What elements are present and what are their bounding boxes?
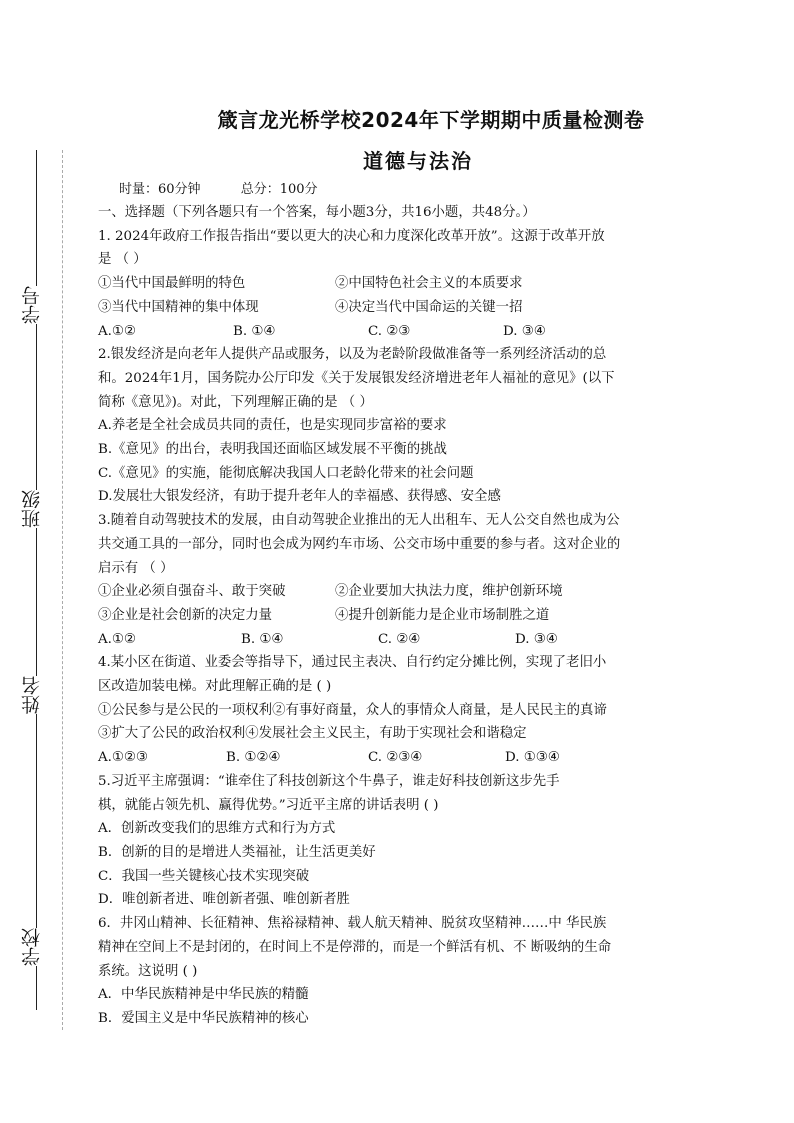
- exam-meta: [119, 178, 718, 197]
- choice-d[interactable]: D. ③④: [515, 631, 558, 647]
- statement-item: ④提升创新能力是企业市场制胜之道: [335, 607, 550, 623]
- choice-d[interactable]: D．唯创新者进、唯创新者强、唯创新者胜: [98, 892, 350, 908]
- choice-d[interactable]: D.发展壮大银发经济，有助于提升老年人的幸福感、获得感、安全感: [98, 489, 501, 505]
- choice-d[interactable]: D. ①③④: [505, 750, 560, 766]
- school-field[interactable]: [10, 928, 54, 966]
- statement-row: [98, 272, 718, 296]
- question-stem: 系统。这说明 ( ): [98, 963, 198, 979]
- question-stem: 5.习近平主席强调：“谁牵住了科技创新这个牛鼻子，谁走好科技创新这步先手: [98, 773, 560, 789]
- statement-item: ②企业要加大执法力度，维护创新环境: [335, 584, 563, 600]
- choice-a[interactable]: A.①②③: [98, 750, 148, 766]
- question-stem: 简称《意见》)。对此，下列理解正确的是 （ ）: [98, 394, 373, 410]
- choice-c[interactable]: C．我国一些关键核心技术实现突破: [98, 868, 310, 884]
- statement-row: [98, 580, 718, 604]
- question-6: [98, 912, 718, 1031]
- question-3: [98, 509, 718, 651]
- choice-c[interactable]: C. ②③: [368, 323, 411, 339]
- choice-a[interactable]: A．创新改变我们的思维方式和行为方式: [98, 821, 336, 837]
- question-stem: 棋，就能占领先机、赢得优势。”习近平主席的讲话表明 ( ): [98, 797, 439, 813]
- choice-b[interactable]: B. ①②④: [226, 750, 281, 766]
- choice-b[interactable]: B．创新的目的是增进人类福祉，让生活更美好: [98, 844, 376, 860]
- question-stem: 共交通工具的一部分，同时也会成为网约车市场、公交市场中重要的参与者。这对企业的: [98, 536, 621, 552]
- name-field[interactable]: [10, 676, 54, 714]
- question-stem: 区改造加装电梯。对此理解正确的是 ( ): [98, 679, 332, 695]
- student-number-field[interactable]: [10, 286, 54, 324]
- statement-item: ①公民参与是公民的一项权利②有事好商量，众人的事情众人商量，是人民民主的真谛: [98, 702, 607, 718]
- name-label: 姓名: [20, 676, 43, 714]
- choice-c[interactable]: C.《意见》的实施，能彻底解决我国人口老龄化带来的社会问题: [98, 465, 474, 481]
- choice-c[interactable]: C. ②④: [378, 631, 421, 647]
- question-stem: 精神在空间上不是封闭的，在时间上不是停滞的，而是一个鲜活有机、不 断吸纳的生命: [98, 939, 612, 955]
- choice-row: [98, 320, 718, 344]
- exam-subject: 道德与法治: [363, 149, 473, 173]
- choice-row: [98, 628, 718, 652]
- choice-a[interactable]: A.①②: [98, 323, 136, 339]
- choice-a[interactable]: A.①②: [98, 631, 136, 647]
- question-stem: 启示有 （ ）: [98, 560, 174, 576]
- question-stem: 2.银发经济是向老年人提供产品或服务，以及为老龄阶段做准备等一系列经济活动的总: [98, 347, 607, 363]
- choice-c[interactable]: C. ②③④: [368, 750, 423, 766]
- exam-paper: [98, 104, 718, 1031]
- statement-row: [98, 604, 718, 628]
- question-stem: 4.某小区在街道、业委会等指导下，通过民主表决、自行约定分摊比例，实现了老旧小: [98, 655, 607, 671]
- question-stem: 3.随着自动驾驶技术的发展，由自动驾驶企业推出的无人出租车、无人公交自然也成为公: [98, 513, 620, 529]
- binding-cut-line: [62, 150, 63, 1030]
- statement-item: ②中国特色社会主义的本质要求: [335, 276, 523, 292]
- binding-write-line: [36, 150, 37, 1010]
- question-4: [98, 651, 718, 770]
- question-stem: 6．井冈山精神、长征精神、焦裕禄精神、载人航天精神、脱贫攻坚精神……中 华民族: [98, 916, 607, 932]
- class-label: 班级: [20, 490, 43, 528]
- statement-item: ③扩大了公民的政治权利④发展社会主义民主，有助于实现社会和谐稳定: [98, 726, 527, 742]
- section-heading: 一、选择题（下列各题只有一个答案，每小题3分，共16小题，共48分。）: [98, 205, 536, 220]
- statement-row: [98, 296, 718, 320]
- choice-d[interactable]: D. ③④: [503, 323, 546, 339]
- statement-item: ①当代中国最鲜明的特色: [98, 276, 246, 292]
- binding-strip: [0, 0, 70, 1123]
- choice-b[interactable]: B. ①④: [241, 631, 284, 647]
- choice-b[interactable]: B. ①④: [233, 323, 276, 339]
- question-5: [98, 770, 718, 912]
- school-label: 学校: [20, 928, 43, 966]
- statement-item: ①企业必须自强奋斗、敢于突破: [98, 584, 286, 600]
- question-stem: 和。2024年1月，国务院办公厅印发《关于发展银发经济增进老年人福祉的意见》(以下: [98, 370, 615, 386]
- choice-b[interactable]: B．爱国主义是中华民族精神的核心: [98, 1010, 309, 1026]
- student-number-label: 学号: [20, 286, 43, 324]
- question-2: [98, 343, 718, 509]
- choice-b[interactable]: B.《意见》的出台，表明我国还面临区域发展不平衡的挑战: [98, 442, 447, 458]
- question-stem: 1. 2024年政府工作报告指出“要以更大的决心和力度深化改革开放”。这源于改革开放: [98, 228, 605, 244]
- statement-item: ④决定当代中国命运的关键一招: [335, 299, 523, 315]
- exam-title: 箴言龙光桥学校2024年下学期期中质量检测卷: [217, 108, 645, 132]
- total-score: 总分：100分: [240, 182, 318, 197]
- statement-item: ③当代中国精神的集中体现: [98, 299, 259, 315]
- statement-item: ③企业是社会创新的决定力量: [98, 607, 273, 623]
- class-field[interactable]: [10, 490, 54, 528]
- choice-row: [98, 746, 718, 770]
- time-limit: 时量：60分钟: [119, 182, 201, 197]
- question-1: [98, 225, 718, 344]
- choice-a[interactable]: A．中华民族精神是中华民族的精髓: [98, 987, 309, 1003]
- question-stem: 是 （ ）: [98, 252, 147, 268]
- choice-a[interactable]: A.养老是全社会成员共同的责任，也是实现同步富裕的要求: [98, 418, 447, 434]
